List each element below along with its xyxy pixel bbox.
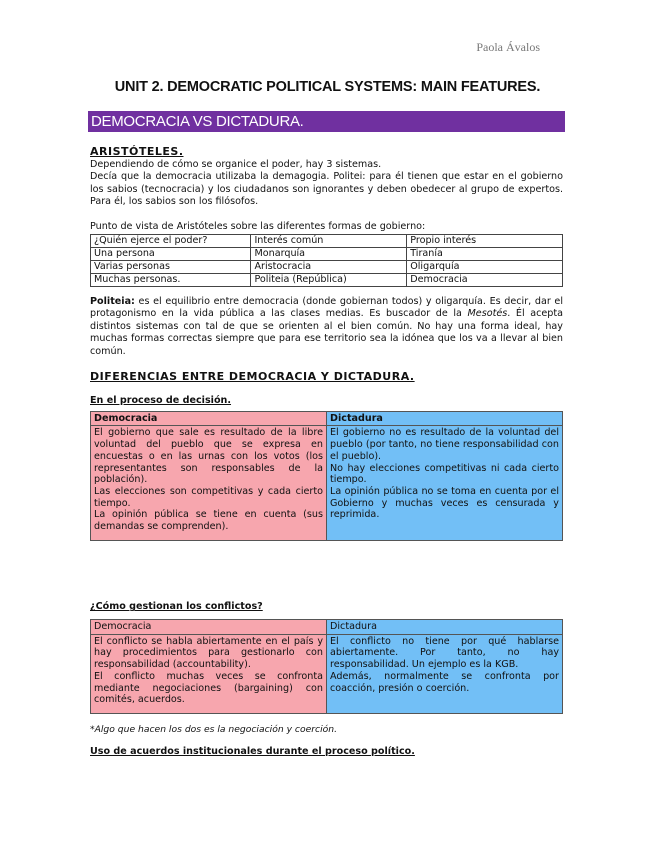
table-cell: Aristocracia: [251, 260, 407, 273]
dictadura-cell: [327, 426, 563, 541]
democracia-header: Democracia: [91, 411, 327, 426]
unit-title: UNIT 2. DEMOCRATIC POLITICAL SYSTEMS: MAIN FEATURES.: [114, 79, 541, 95]
politeia-term: Politeia:: [90, 295, 135, 307]
cell-line: La opinión pública se tiene en cuenta (sus demandas se comprenden).: [94, 509, 323, 533]
mesotes-term: Mesotés: [467, 308, 508, 320]
forms-of-government-table: [90, 234, 563, 287]
cell-line: El gobierno que sale es resultado de la libre voluntad del pueblo que se expresa en encuestas o en las urnas con los votos (los representantes son responsables de la población).: [94, 427, 323, 486]
table-row: [91, 634, 563, 713]
democracia-cell: [91, 634, 327, 713]
footnote: *Algo que hacen los dos es la negociación y coerción.: [90, 723, 337, 735]
aristoteles-line: Dependiendo de cómo se organice el poder, hay 3 sistemas.: [90, 158, 382, 170]
table-header-row: [91, 620, 563, 635]
dictadura-header: Dictadura: [327, 411, 563, 426]
differences-heading: DIFERENCIAS ENTRE DEMOCRACIA Y DICTADURA.: [90, 369, 415, 383]
table-header-cell: Propio interés: [407, 234, 563, 247]
document-body: [90, 146, 563, 759]
dictadura-cell: [327, 634, 563, 713]
aristoteles-paragraph: Decía que la democracia utilizaba la demagogia. Politei: para él tienen que estar en el gobierno los sabios (tecnocracia) y los ciudadanos son ignorantes y deben obedecer al grupo de expertos. Para él, los sabios son los filósofos.: [90, 171, 563, 208]
table-row: [91, 260, 563, 273]
table-header-row: [91, 234, 563, 247]
democracia-header: Democracia: [91, 620, 327, 635]
decision-process-heading: En el proceso de decisión.: [90, 395, 232, 407]
cell-line: Además, normalmente se confronta por coacción, presión o coerción.: [330, 670, 559, 694]
table-header-cell: ¿Quién ejerce el poder?: [91, 234, 251, 247]
cell-line: El conflicto muchas veces se confronta mediante negociaciones (bargaining) con comités, acuerdos.: [94, 670, 323, 706]
table-cell: Varias personas: [91, 260, 251, 273]
conflicts-comparison-table: [90, 619, 563, 714]
table-cell: Tiranía: [407, 247, 563, 260]
decision-comparison-table: [90, 411, 563, 542]
politeia-text-2: . Él acepta distintos sistemas con tal de que se orienten al el bien común. No hay una forma ideal, hay muchas formas correctas siempre que para ese territorio sea la idónea que los va a llevar al bien común.: [90, 308, 563, 357]
table-row: [91, 426, 563, 541]
cell-line: No hay elecciones competitivas ni cada cierto tiempo.: [330, 462, 559, 486]
table-cell: Politeia (República): [251, 273, 407, 286]
table-cell: Democracia: [407, 273, 563, 286]
table-header-cell: Interés común: [251, 234, 407, 247]
dictadura-header: Dictadura: [327, 620, 563, 635]
cell-line: El conflicto se habla abiertamente en el país y hay procedimientos para gestionarlo con responsabilidad (accountability).: [94, 635, 323, 671]
table-cell: Una persona: [91, 247, 251, 260]
democracia-cell: [91, 426, 327, 541]
table-row: [91, 247, 563, 260]
table-cell: Muchas personas.: [91, 273, 251, 286]
table-cell: Oligarquía: [407, 260, 563, 273]
section-band-title: DEMOCRACIA VS DICTADURA.: [88, 111, 565, 132]
cell-line: El gobierno no es resultado de la voluntad del pueblo (por tanto, no tiene responsabilidad con el pueblo).: [330, 427, 559, 462]
institutional-agreements-heading: Uso de acuerdos institucionales durante el proceso político.: [90, 746, 415, 758]
politeia-paragraph: [90, 296, 563, 359]
conflicts-heading: ¿Cómo gestionan los conflictos?: [90, 601, 263, 613]
page-header-author: Paola Ávalos: [476, 40, 540, 54]
table-cell: Monarquía: [251, 247, 407, 260]
cell-line: Las elecciones son competitivas y cada cierto tiempo.: [94, 485, 323, 509]
table-intro: Punto de vista de Aristóteles sobre las diferentes formas de gobierno:: [90, 220, 426, 232]
politeia-text: es el equilibrio entre democracia (donde gobiernan todos) y oligarquía. Es decir, dar el protagonismo en la vida pública a las clases medias. Es buscador de la: [90, 295, 563, 320]
cell-line: El conflicto no tiene por qué hablarse abiertamente. Por tanto, no hay responsabilidad. Un ejemplo es la KGB.: [330, 635, 559, 671]
table-header-row: [91, 411, 563, 426]
aristoteles-heading: ARISTÓTELES.: [90, 145, 184, 158]
cell-line: La opinión pública no se toma en cuenta por el Gobierno y muchas veces es censurada y reprimida.: [330, 485, 559, 521]
table-row: [91, 273, 563, 286]
